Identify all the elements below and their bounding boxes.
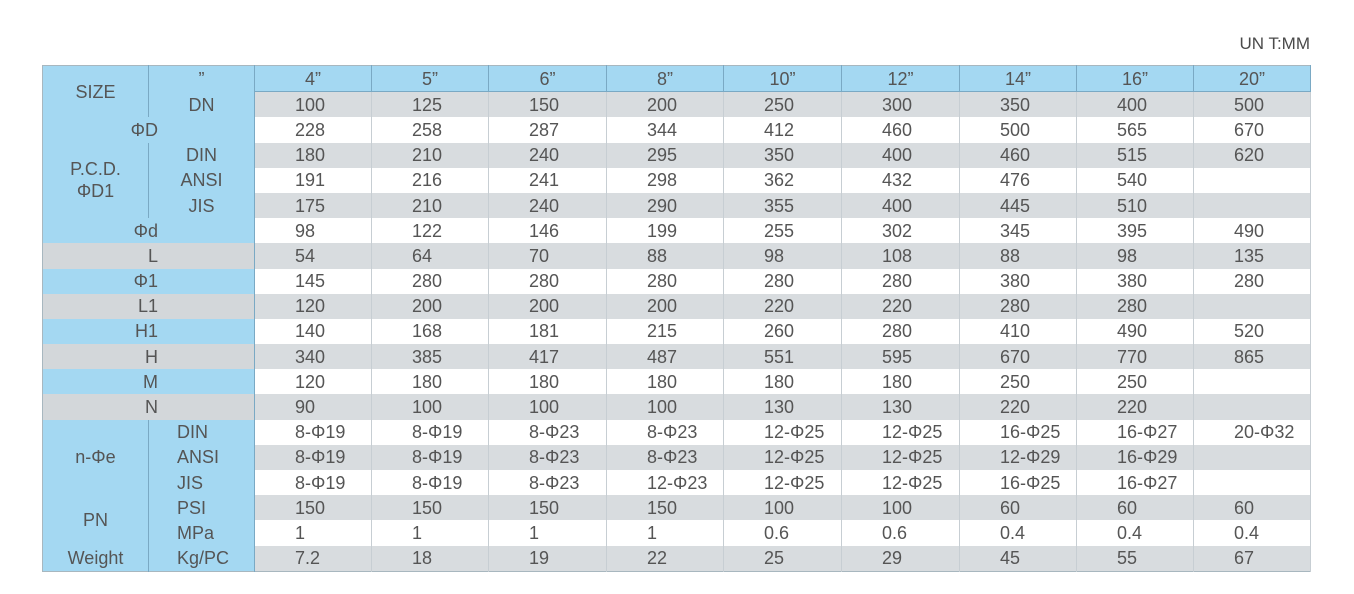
value-cell: 520 <box>1194 319 1311 344</box>
value-cell: 620 <box>1194 143 1311 168</box>
value-cell: 67 <box>1194 546 1311 572</box>
value-cell: 490 <box>1077 319 1194 344</box>
row-sublabel: PSI <box>149 495 255 520</box>
value-cell: 258 <box>372 117 489 142</box>
dn-label: DN <box>149 92 255 118</box>
table-row <box>43 143 1311 168</box>
value-cell: 60 <box>1077 495 1194 520</box>
value-cell: 670 <box>960 344 1077 369</box>
size-header-cell: 14” <box>960 66 1077 92</box>
value-cell: 400 <box>842 193 960 218</box>
value-cell: 12-Φ25 <box>724 470 842 495</box>
value-cell: 362 <box>724 168 842 193</box>
value-cell: 400 <box>1077 92 1194 118</box>
size-header-cell: 8” <box>607 66 724 92</box>
value-cell: 255 <box>724 218 842 243</box>
value-cell: 345 <box>960 218 1077 243</box>
value-cell: 146 <box>489 218 607 243</box>
value-cell: 45 <box>960 546 1077 572</box>
value-cell: 180 <box>255 143 372 168</box>
row-sublabel: JIS <box>149 193 255 218</box>
value-cell: 770 <box>1077 344 1194 369</box>
row-sublabel: DIN <box>149 143 255 168</box>
value-cell: 120 <box>255 294 372 319</box>
value-cell: 220 <box>724 294 842 319</box>
row-sublabel: ANSI <box>149 168 255 193</box>
value-cell: 60 <box>960 495 1077 520</box>
row-sublabel: ANSI <box>149 445 255 470</box>
value-cell: 100 <box>489 394 607 419</box>
value-cell: 22 <box>607 546 724 572</box>
value-cell: 150 <box>489 495 607 520</box>
pn-group-label: PN <box>43 495 149 545</box>
value-cell: 0.6 <box>842 520 960 545</box>
value-cell: 500 <box>960 117 1077 142</box>
value-cell: 12-Φ29 <box>960 445 1077 470</box>
value-cell: 865 <box>1194 344 1311 369</box>
value-cell: 200 <box>607 92 724 118</box>
row-label: L <box>43 243 255 268</box>
value-cell: 298 <box>607 168 724 193</box>
size-header-cell: 5” <box>372 66 489 92</box>
value-cell: 16-Φ25 <box>960 470 1077 495</box>
value-cell: 54 <box>255 243 372 268</box>
value-cell: 16-Φ27 <box>1077 470 1194 495</box>
value-cell: 0.6 <box>724 520 842 545</box>
size-label: SIZE <box>43 66 149 118</box>
value-cell: 395 <box>1077 218 1194 243</box>
table-row <box>43 495 1311 520</box>
value-cell: 290 <box>607 193 724 218</box>
value-cell: 60 <box>1194 495 1311 520</box>
value-cell: 8-Φ23 <box>489 445 607 470</box>
value-cell: 8-Φ19 <box>255 445 372 470</box>
value-cell: 670 <box>1194 117 1311 142</box>
value-cell: 228 <box>255 117 372 142</box>
value-cell: 0.4 <box>1077 520 1194 545</box>
value-cell: 12-Φ25 <box>724 445 842 470</box>
value-cell: 8-Φ23 <box>489 420 607 445</box>
value-cell: 12-Φ25 <box>842 420 960 445</box>
value-cell: 168 <box>372 319 489 344</box>
value-cell: 280 <box>607 269 724 294</box>
value-cell: 98 <box>255 218 372 243</box>
table-row <box>43 546 1311 572</box>
value-cell: 445 <box>960 193 1077 218</box>
value-cell: 191 <box>255 168 372 193</box>
value-cell: 380 <box>960 269 1077 294</box>
value-cell: 100 <box>255 92 372 118</box>
value-cell: 216 <box>372 168 489 193</box>
row-label: H1 <box>43 319 255 344</box>
value-cell: 12-Φ25 <box>842 445 960 470</box>
size-header-cell: 16” <box>1077 66 1194 92</box>
value-cell: 460 <box>842 117 960 142</box>
value-cell: 460 <box>960 143 1077 168</box>
value-cell: 150 <box>372 495 489 520</box>
row-sublabel: Kg/PC <box>149 546 255 572</box>
value-cell: 8-Φ23 <box>607 445 724 470</box>
value-cell: 200 <box>607 294 724 319</box>
value-cell: 487 <box>607 344 724 369</box>
value-cell: 88 <box>960 243 1077 268</box>
pcd-group-label <box>43 143 149 219</box>
value-cell: 515 <box>1077 143 1194 168</box>
value-cell: 25 <box>724 546 842 572</box>
value-cell: 1 <box>255 520 372 545</box>
value-cell: 20-Φ32 <box>1194 420 1311 445</box>
size-header-cell: 20” <box>1194 66 1311 92</box>
value-cell: 16-Φ27 <box>1077 420 1194 445</box>
value-cell: 540 <box>1077 168 1194 193</box>
value-cell <box>1194 445 1311 470</box>
value-cell: 125 <box>372 92 489 118</box>
table-row <box>43 344 1311 369</box>
value-cell: 7.2 <box>255 546 372 572</box>
value-cell: 344 <box>607 117 724 142</box>
value-cell: 108 <box>842 243 960 268</box>
value-cell: 200 <box>372 294 489 319</box>
table-row <box>43 394 1311 419</box>
nphe-group-label: n-Φe <box>43 420 149 496</box>
table-row <box>43 218 1311 243</box>
size-header-cell: 10” <box>724 66 842 92</box>
unit-label: UN T:MM <box>1239 34 1310 53</box>
table-row <box>43 92 1311 118</box>
row-label: H <box>43 344 255 369</box>
value-cell: 0.4 <box>1194 520 1311 545</box>
row-label: Φ1 <box>43 269 255 294</box>
row-label: Φd <box>43 218 255 243</box>
value-cell: 1 <box>607 520 724 545</box>
value-cell: 280 <box>724 269 842 294</box>
table-row <box>43 520 1311 545</box>
table-row <box>43 168 1311 193</box>
value-cell: 90 <box>255 394 372 419</box>
value-cell: 295 <box>607 143 724 168</box>
value-cell: 12-Φ23 <box>607 470 724 495</box>
size-header-cell: 6” <box>489 66 607 92</box>
table-row <box>43 319 1311 344</box>
table-row <box>43 445 1311 470</box>
value-cell: 1 <box>489 520 607 545</box>
table-row <box>43 369 1311 394</box>
table-row <box>43 420 1311 445</box>
value-cell: 145 <box>255 269 372 294</box>
value-cell: 340 <box>255 344 372 369</box>
value-cell: 180 <box>607 369 724 394</box>
value-cell: 18 <box>372 546 489 572</box>
value-cell: 100 <box>724 495 842 520</box>
value-cell: 250 <box>724 92 842 118</box>
value-cell: 12-Φ25 <box>724 420 842 445</box>
value-cell <box>1194 168 1311 193</box>
value-cell: 476 <box>960 168 1077 193</box>
value-cell: 595 <box>842 344 960 369</box>
value-cell: 385 <box>372 344 489 369</box>
value-cell: 240 <box>489 143 607 168</box>
value-cell: 19 <box>489 546 607 572</box>
value-cell: 180 <box>724 369 842 394</box>
row-sublabel: DIN <box>149 420 255 445</box>
value-cell: 98 <box>724 243 842 268</box>
value-cell: 280 <box>1194 269 1311 294</box>
value-cell: 300 <box>842 92 960 118</box>
row-label: ΦD <box>43 117 255 142</box>
value-cell <box>1194 470 1311 495</box>
value-cell: 8-Φ19 <box>372 420 489 445</box>
value-cell: 215 <box>607 319 724 344</box>
table-row <box>43 470 1311 495</box>
value-cell: 150 <box>489 92 607 118</box>
value-cell: 120 <box>255 369 372 394</box>
value-cell: 8-Φ19 <box>372 445 489 470</box>
value-cell: 12-Φ25 <box>842 470 960 495</box>
value-cell: 8-Φ19 <box>255 470 372 495</box>
value-cell: 8-Φ23 <box>489 470 607 495</box>
pcd-label-line1: P.C.D. <box>70 159 121 180</box>
value-cell: 1 <box>372 520 489 545</box>
size-header-cell: 12” <box>842 66 960 92</box>
value-cell: 280 <box>1077 294 1194 319</box>
value-cell: 70 <box>489 243 607 268</box>
row-label: M <box>43 369 255 394</box>
value-cell: 180 <box>489 369 607 394</box>
value-cell: 0.4 <box>960 520 1077 545</box>
size-header-cell: 4” <box>255 66 372 92</box>
spec-table <box>42 65 1311 572</box>
value-cell: 199 <box>607 218 724 243</box>
value-cell: 210 <box>372 143 489 168</box>
value-cell <box>1194 193 1311 218</box>
row-label: L1 <box>43 294 255 319</box>
value-cell: 400 <box>842 143 960 168</box>
value-cell: 88 <box>607 243 724 268</box>
value-cell: 100 <box>842 495 960 520</box>
weight-label: Weight <box>43 546 149 572</box>
value-cell: 175 <box>255 193 372 218</box>
value-cell: 500 <box>1194 92 1311 118</box>
table-row <box>43 117 1311 142</box>
value-cell: 280 <box>842 269 960 294</box>
value-cell: 280 <box>489 269 607 294</box>
row-sublabel: MPa <box>149 520 255 545</box>
value-cell: 412 <box>724 117 842 142</box>
value-cell: 16-Φ29 <box>1077 445 1194 470</box>
table-row <box>43 243 1311 268</box>
value-cell: 410 <box>960 319 1077 344</box>
value-cell: 220 <box>960 394 1077 419</box>
value-cell: 200 <box>489 294 607 319</box>
value-cell: 64 <box>372 243 489 268</box>
value-cell: 98 <box>1077 243 1194 268</box>
value-cell: 55 <box>1077 546 1194 572</box>
value-cell: 130 <box>724 394 842 419</box>
value-cell: 150 <box>255 495 372 520</box>
value-cell: 490 <box>1194 218 1311 243</box>
value-cell: 220 <box>842 294 960 319</box>
value-cell <box>1194 369 1311 394</box>
size-header-row <box>43 66 1311 92</box>
value-cell: 220 <box>1077 394 1194 419</box>
table-row <box>43 294 1311 319</box>
value-cell: 150 <box>607 495 724 520</box>
value-cell: 100 <box>607 394 724 419</box>
value-cell: 350 <box>960 92 1077 118</box>
row-label: N <box>43 394 255 419</box>
value-cell: 380 <box>1077 269 1194 294</box>
value-cell: 29 <box>842 546 960 572</box>
value-cell: 280 <box>842 319 960 344</box>
value-cell: 210 <box>372 193 489 218</box>
value-cell: 180 <box>842 369 960 394</box>
value-cell: 551 <box>724 344 842 369</box>
value-cell: 140 <box>255 319 372 344</box>
table-row <box>43 269 1311 294</box>
value-cell <box>1194 394 1311 419</box>
value-cell: 355 <box>724 193 842 218</box>
value-cell: 16-Φ25 <box>960 420 1077 445</box>
value-cell: 250 <box>1077 369 1194 394</box>
value-cell: 8-Φ23 <box>607 420 724 445</box>
value-cell: 510 <box>1077 193 1194 218</box>
value-cell <box>1194 294 1311 319</box>
inch-label: ” <box>149 66 255 92</box>
value-cell: 417 <box>489 344 607 369</box>
value-cell: 8-Φ19 <box>372 470 489 495</box>
value-cell: 432 <box>842 168 960 193</box>
value-cell: 8-Φ19 <box>255 420 372 445</box>
value-cell: 250 <box>960 369 1077 394</box>
value-cell: 280 <box>960 294 1077 319</box>
value-cell: 350 <box>724 143 842 168</box>
value-cell: 260 <box>724 319 842 344</box>
table-row <box>43 193 1311 218</box>
value-cell: 135 <box>1194 243 1311 268</box>
value-cell: 565 <box>1077 117 1194 142</box>
value-cell: 241 <box>489 168 607 193</box>
value-cell: 240 <box>489 193 607 218</box>
value-cell: 181 <box>489 319 607 344</box>
value-cell: 180 <box>372 369 489 394</box>
value-cell: 100 <box>372 394 489 419</box>
value-cell: 280 <box>372 269 489 294</box>
value-cell: 302 <box>842 218 960 243</box>
value-cell: 287 <box>489 117 607 142</box>
value-cell: 130 <box>842 394 960 419</box>
value-cell: 122 <box>372 218 489 243</box>
pcd-label-line2: ΦD1 <box>76 181 115 202</box>
row-sublabel: JIS <box>149 470 255 495</box>
